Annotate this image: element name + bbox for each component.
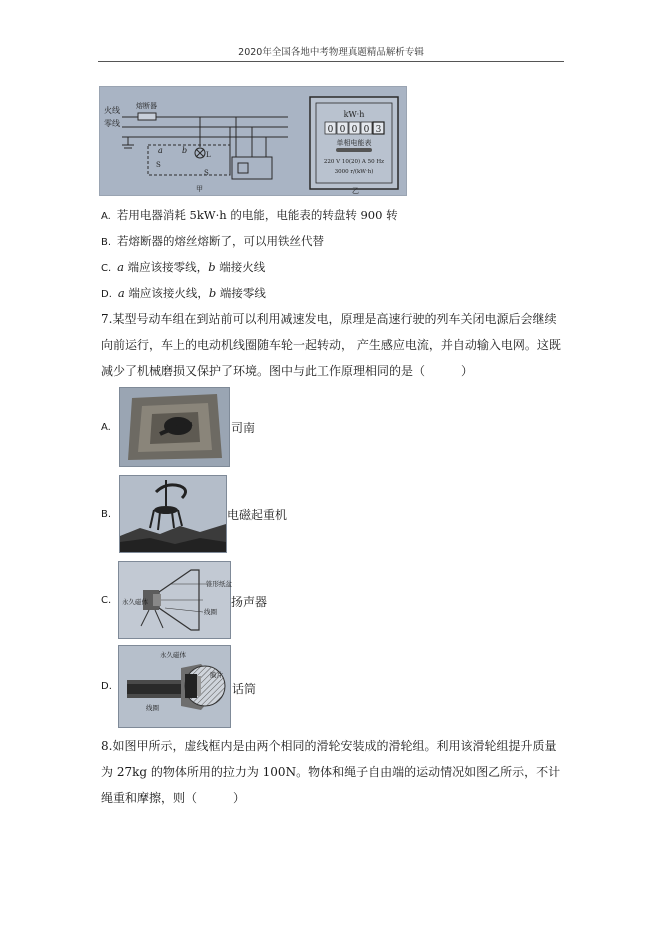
option-letter: D.: [101, 289, 112, 300]
option-text: 端应该接零线，: [124, 260, 209, 274]
q6-option-b: [101, 233, 324, 251]
question-7-text: 7.某型号动车组在到站前可以利用减速发电，原理是高速行驶的列车关闭电源后会继续向前运行，车上的电动机线圈随车轮一起转动， 产生感应电流，并自动输入电网。这既减少了机械磨损又保护了环境。图中与此工作原理相同的是（ ）: [101, 312, 561, 378]
speaker-callout-magnet: 永久磁体: [122, 598, 148, 606]
neutral-wire-label: 零线: [104, 119, 120, 128]
point-b-label: b: [182, 146, 188, 155]
q7-option-c-letter: C.: [101, 595, 112, 606]
mic-callout-magnet: 永久磁体: [160, 651, 186, 659]
circuit-meter-figure: [99, 86, 407, 196]
q7-option-d-label: 话筒: [232, 682, 257, 696]
figure-yi-label: 乙: [352, 187, 359, 195]
q6-option-a: [101, 207, 398, 225]
lamp-label: L: [206, 151, 211, 159]
switch-s2-label: S: [204, 169, 209, 177]
header-divider: [98, 61, 564, 62]
q7-option-a-label: 司南: [231, 421, 256, 435]
sinan-icon: [120, 388, 229, 466]
q7-option-d-letter: D.: [101, 681, 112, 692]
option-text-end: 端接火线: [215, 260, 266, 274]
meter-digit: 0: [363, 125, 370, 135]
point-a-label: a: [158, 146, 163, 155]
option-text: 若熔断器的熔丝熔断了，可以用铁丝代替: [117, 234, 325, 248]
page-header: 2020年全国各地中考物理真题精品解析专辑: [238, 47, 424, 58]
option-text-end: 端接零线: [216, 286, 266, 300]
option-var-b: b: [208, 260, 216, 274]
fuse-label: 熔断器: [136, 102, 157, 110]
figure-jia-label: 甲: [196, 185, 203, 193]
meter-spec-1: 220 V 10(20) A 50 Hz: [323, 159, 385, 165]
live-wire-label: 火线: [104, 106, 120, 115]
meter-spec-2: 3000 r/(kW·h): [334, 169, 374, 175]
meter-digit: 0: [327, 125, 334, 135]
meter-name: 单相电能表: [336, 139, 372, 147]
question-8-text: 8.如图甲所示，虚线框内是由两个相同的滑轮安装成的滑轮组。利用该滑轮组提升质量为 27kg 的物体所用的拉力为 100N。物体和绳子自由端的运动情况如图乙所示，不计绳重和摩擦，则（ ）: [101, 739, 561, 805]
meter-digit: 0: [351, 125, 358, 135]
q7-option-b-letter: B.: [101, 509, 112, 520]
q7-option-a-letter: A.: [101, 422, 111, 433]
meter-unit: kW·h: [343, 110, 365, 119]
crane-icon: [120, 476, 226, 552]
option-letter: C.: [101, 263, 112, 274]
crane-image: [119, 475, 227, 553]
option-letter: B.: [101, 237, 112, 248]
q7-option-c-label: 扬声器: [231, 595, 268, 609]
energy-meter: [310, 97, 398, 189]
meter-digit: 3: [375, 125, 382, 135]
option-text: 端应该接火线，: [124, 286, 209, 300]
q6-option-c: [101, 259, 265, 277]
speaker-callout-cone: 锥形纸盆: [206, 580, 232, 588]
option-text: 若用电器消耗 5kW·h 的电能，电能表的转盘转 900 转: [116, 208, 398, 222]
sinan-image: [119, 387, 230, 467]
option-letter: A.: [101, 211, 111, 222]
meter-digit: 0: [339, 125, 346, 135]
speaker-callout-coil: 线圈: [204, 608, 217, 616]
mic-callout-coil: 线圈: [146, 704, 159, 712]
circuit-diagram: [100, 87, 406, 195]
mic-callout-diaphragm: 膜片: [210, 671, 223, 679]
switch-s1-label: S: [156, 161, 161, 169]
q6-option-d: [101, 285, 266, 303]
option-var-a: a: [117, 260, 125, 274]
option-var-b: b: [208, 286, 217, 300]
q7-option-b-label: 电磁起重机: [227, 508, 288, 522]
option-var-a: a: [117, 286, 125, 300]
